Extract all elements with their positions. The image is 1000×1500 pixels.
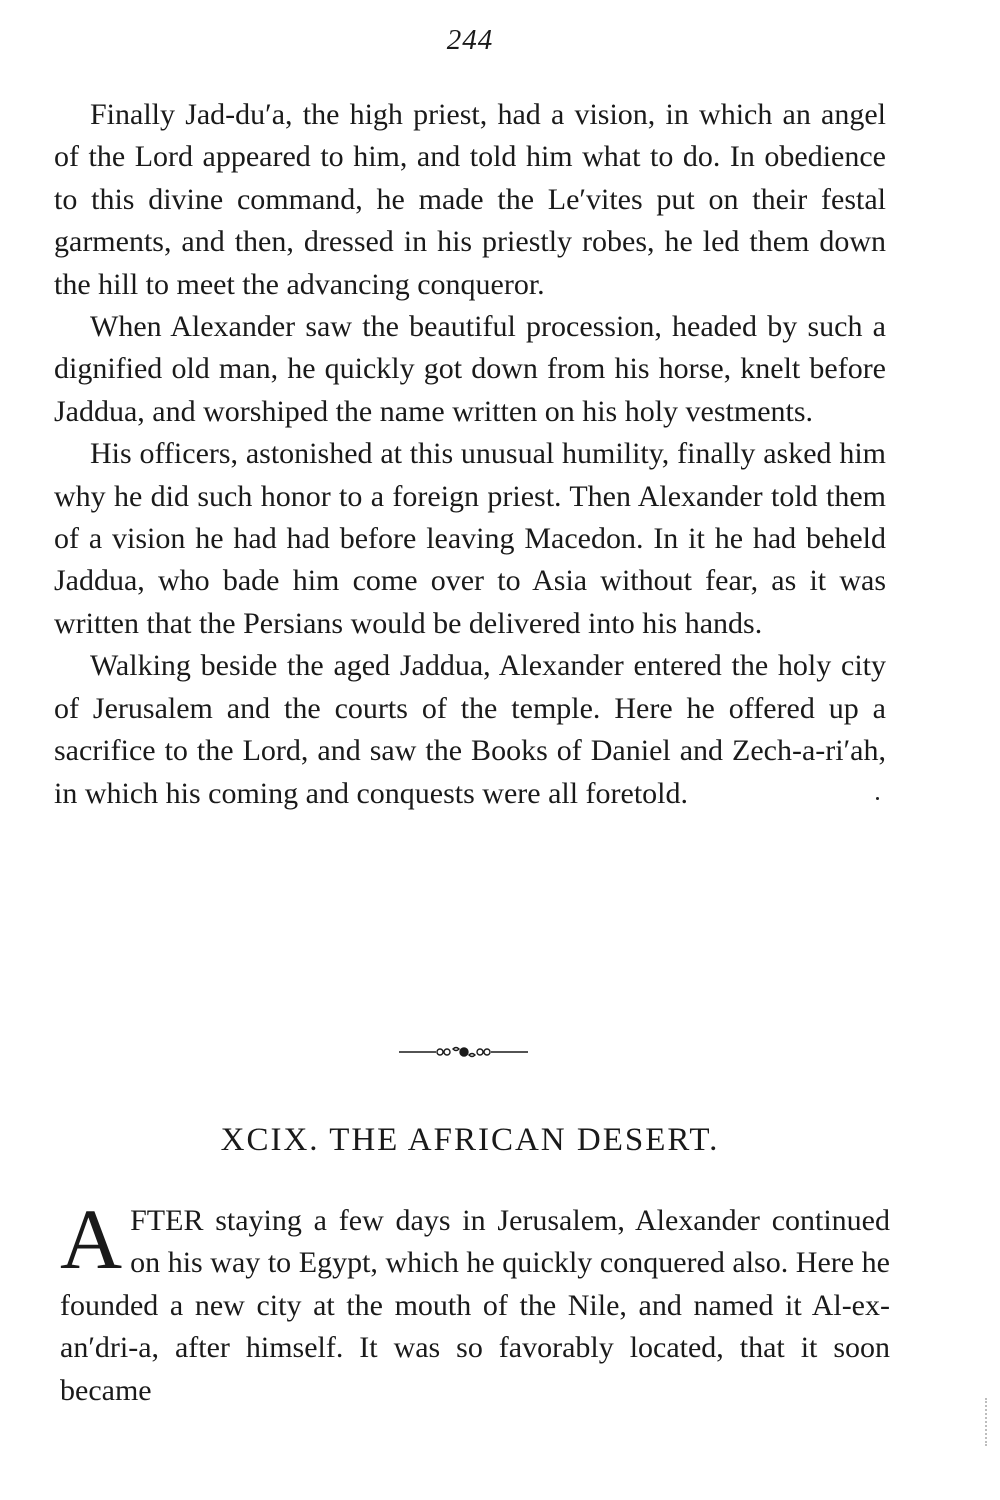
- chapter-first-paragraph: [60, 1191, 890, 1412]
- chapter-text: [60, 1191, 890, 1412]
- page-number: 244: [446, 24, 494, 56]
- ink-speck: [876, 797, 879, 800]
- chapter-heading: XCIX. THE AFRICAN DESERT.: [220, 1122, 720, 1158]
- paragraph-jerusalem: Walking beside the aged Jaddua, Alexander entered the holy city of Jerusalem and the courts of the temple. Here he offered up a sacrifice to the Lord, and saw the Books of Daniel and Zech-a-ri′ah, in which his coming and conquests were all foretold.: [54, 649, 886, 810]
- book-page: [54, 0, 890, 1500]
- chapter-first-paragraph-text: FTER staying a few days in Jerusalem, Alexander continued on his way to Egypt, which he quickly conquered also. Here he founded a new city at the mouth of the Nile, and named it Al-ex-an′dri-a, after himself. It was so favorably located, that it soon became: [60, 1204, 890, 1407]
- body-text: [54, 94, 886, 815]
- paragraph-officers: His officers, astonished at this unusual humility, finally asked him why he did such honor to a foreign priest. Then Alexander told them of a vision he had had before leaving Macedon. In it he had beheld Jaddua, who bade him come over to Asia without fear, as it was written that the Persians would be delivered into his hands.: [54, 437, 886, 640]
- paragraph-jaddua-vision: Finally Jad-du′a, the high priest, had a vision, in which an angel of the Lord appeared to him, and told him what to do. In obedience to this divine command, he made the Le′vites put on their festal garments, and then, dressed in his priestly robes, he led them down the hill to meet the advancing conqueror.: [54, 98, 886, 301]
- section-divider-ornament: [54, 1040, 886, 1064]
- margin-mark: [985, 1398, 989, 1446]
- paragraph-procession: When Alexander saw the beautiful procession, headed by such a dignified old man, he quickly got down from his horse, knelt before Jaddua, and worshiped the name written on his holy vestments.: [54, 310, 886, 428]
- drop-cap: A: [60, 1191, 123, 1287]
